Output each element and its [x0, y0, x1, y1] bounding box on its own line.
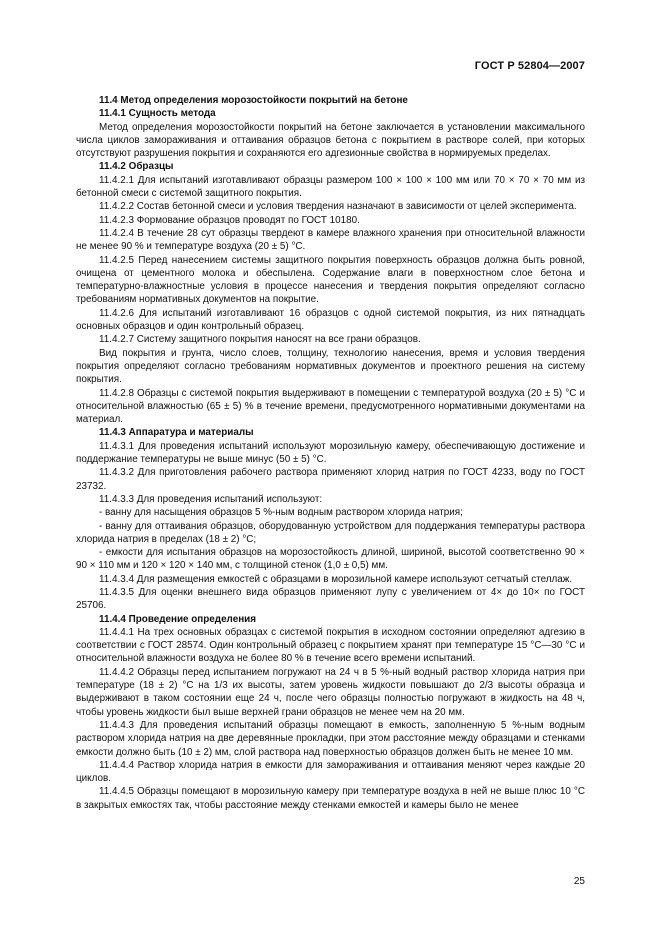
- page-number: 25: [573, 876, 585, 887]
- paragraph: 11.4.2.2 Состав бетонной смеси и условия твердения назначают в зависимости от целей эксперимента.: [99, 201, 577, 213]
- paragraph: - ванну для оттаивания образцов, оборудованную устройством для поддержания температуры раствора хлорида натрия в пределах (18 ± 2) °С;: [76, 520, 585, 545]
- section-heading: 11.4.2 Образцы: [99, 161, 174, 173]
- paragraph: - емкости для испытания образцов на морозостойкость длиной, шириной, высотой соответственно 90 × 90 × 110 мм и 120 × 120 × 140 мм, с толщиной стенок (1,0 ± 0,5) мм.: [76, 547, 585, 572]
- section-heading: 11.4 Метод определения морозостойкости покрытий на бетоне: [99, 95, 408, 106]
- paragraph: Вид покрытия и грунта, число слоев, толщину, технологию нанесения, время и условия твердения покрытия определяют согласно требованиям нормативных документов и проектного решения на систему покрытия.: [76, 347, 585, 386]
- paragraph: 11.4.2.3 Формование образцов проводят по ГОСТ 10180.: [99, 214, 360, 226]
- paragraph: 11.4.2.4 В течение 28 сут образцы твердеют в камере влажного хранения при относительной влажности не менее 90 % и температуре воздуха (20 ± 5) °С.: [76, 227, 585, 253]
- paragraph: 11.4.3.4 Для размещения емкостей с образцами в морозильной камере используют сетчатый стеллаж.: [99, 573, 573, 585]
- document-code: ГОСТ Р 52804—2007: [474, 60, 585, 72]
- paragraph: 11.4.4.5 Образцы помещают в морозильную камеру при температуре воздуха в ней не выше плюс 10 °С в закрытых емкостях так, чтобы расстояние между стенками емкостей и камеры было не менее: [76, 786, 585, 811]
- paragraph: 11.4.4.4 Раствор хлорида натрия в емкости для замораживания и оттаивания меняют через каждые 20 циклов.: [76, 759, 585, 785]
- section-heading: 11.4.1 Сущность метода: [99, 108, 216, 120]
- paragraph: 11.4.3.1 Для проведения испытаний используют морозильную камеру, обеспечивающую достижение и поддержание температуры не выше минус (50 ± 5) °С.: [76, 440, 585, 466]
- section-heading: 11.4.3 Аппаратура и материалы: [99, 427, 254, 439]
- paragraph: 11.4.2.8 Образцы с системой покрытия выдерживают в помещении с температурой воздуха (20 ± 5) °С и относительной влажностью (65 ± 5) % в течение времени, предусмотренного нормативными документами на материал.: [76, 387, 585, 426]
- paragraph: 11.4.2.7 Систему защитного покрытия наносят на все грани образцов.: [99, 334, 421, 346]
- paragraph: 11.4.4.3 Для проведения испытаний образцы помещают в емкость, заполненную 5 %-ным водным раствором хлорида натрия на две деревянные прокладки, при этом расстояние между образцами и стенками емкости должно быть (10 ± 2) мм, слой раствора над поверхностью образцов должен быть не менее 10 мм.: [76, 719, 585, 758]
- paragraph: 11.4.4.1 На трех основных образцах с системой покрытия в исходном состоянии определяют адгезию в соответствии с ГОСТ 28574. Один контрольный образец с покрытием хранят при температуре 15 °С—30 °С и относительной влажности воздуха не более 80 % в течение всего времени испытаний.: [76, 626, 585, 665]
- paragraph: 11.4.3.5 Для оценки внешнего вида образцов применяют лупу с увеличением от 4× до 10× по ГОСТ 25706.: [76, 586, 585, 612]
- paragraph: 11.4.2.1 Для испытаний изготавливают образцы размером 100 × 100 × 100 мм или 70 × 70 × 70 мм из бетонной смеси с системой защитного покрытия.: [76, 174, 585, 200]
- paragraph: 11.4.3.2 Для приготовления рабочего раствора применяют хлорид натрия по ГОСТ 4233, воду по ГОСТ 23732.: [76, 467, 585, 492]
- paragraph: Метод определения морозостойкости покрытий на бетоне заключается в установлении максимального числа циклов замораживания и оттаивания образцов бетона с покрытием в растворе солей, при которых отсутствуют разрушения покрытия и сохраняются его адгезионные свойства в нормируемых пределах.: [76, 121, 585, 160]
- paragraph: - ванну для насыщения образцов 5 %-ным водным раствором хлорида натрия;: [99, 507, 463, 519]
- paragraph: 11.4.4.2 Образцы перед испытанием погружают на 24 ч в 5 %-ный водный раствор хлорида натрия при температуре (18 ± 2) °С на 1/3 их высоты, затем уровень жидкости повышают до 2/3 высоты образца и выдерживают в таком состоянии еще 24 ч, после чего образцы полностью погружают в жидкость на 48 ч, чтобы уровень жидкости был выше верхней грани образцов не менее чем на 20 мм.: [76, 666, 585, 718]
- document-body: [76, 94, 585, 812]
- paragraph: 11.4.2.5 Перед нанесением системы защитного покрытия поверхность образцов должна быть ровной, очищена от цементного молока и обеспылена. Содержание влаги в поверхностном слое бетона и температурно-влажностные условия в процессе нанесения и твердения покрытия определяют согласно требованиям нормативных документов на покрытие.: [76, 254, 585, 306]
- paragraph: 11.4.3.3 Для проведения испытаний используют:: [99, 493, 323, 505]
- section-heading: 11.4.4 Проведение определения: [99, 613, 256, 625]
- paragraph: 11.4.2.6 Для испытаний изготавливают 16 образцов с одной системой покрытия, из них пятнадцать основных образцов и один контрольный образец.: [76, 307, 585, 333]
